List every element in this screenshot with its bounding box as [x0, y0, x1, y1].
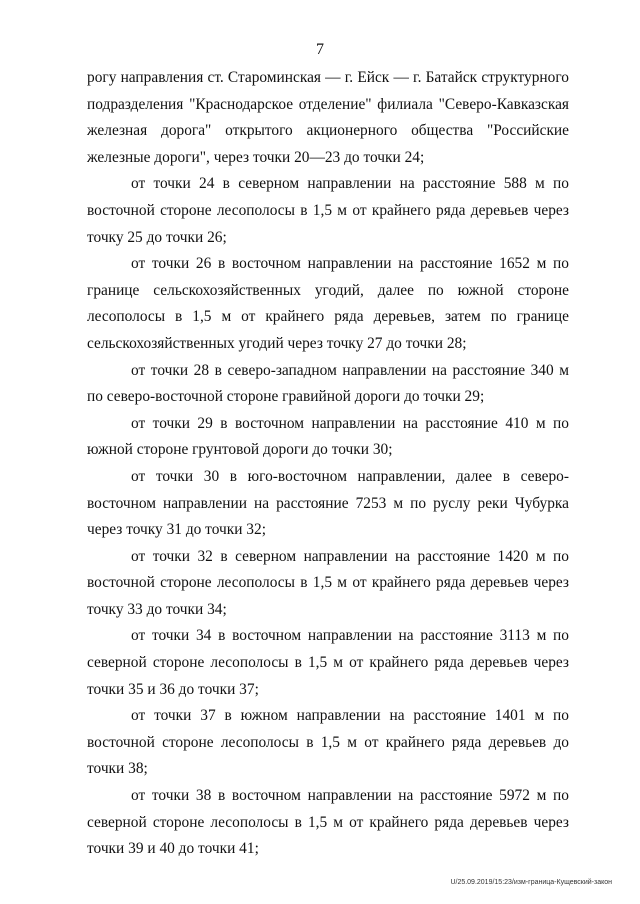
paragraph: от точки 28 в северо-западном направлении на расстояние 340 м по северо-восточной стороне гравийной дороги до точки 29; [87, 361, 569, 406]
paragraph: от точки 24 в северном направлении на расстояние 588 м по восточной стороне лесополосы в 1,5 м от крайнего ряда деревьев через точку 25 до точки 26; [87, 175, 569, 246]
paragraph: от точки 29 в восточном направлении на расстояние 410 м по южной стороне грунтовой дороги до точки 30; [87, 414, 569, 459]
paragraph: от точки 37 в южном направлении на расстояние 1401 м по восточной стороне лесополосы в 1,5 м от крайнего ряда деревьев до точки 38; [87, 707, 569, 778]
paragraph: от точки 38 в восточном направлении на расстояние 5972 м по северной стороне лесополосы в 1,5 м от крайнего ряда деревьев через точки 39 и 40 до точки 41; [87, 787, 569, 858]
document-footer-code: U/25.09.2019/15:23/изм-граница-Кущевский-закон [450, 879, 612, 886]
paragraph: рогу направления ст. Староминская — г. Ейск — г. Батайск структурного подразделения "Краснодарское отделение" филиала "Северо-Кавказская железная дорога" открытого акционерного общества "Российские железные дороги", через точки 20—23 до точки 24; [87, 69, 569, 166]
paragraph: от точки 30 в юго-восточном направлении, далее в северо-восточном направлении на расстояние 7253 м по руслу реки Чубурка через точку 31 до точки 32; [87, 467, 569, 539]
page-number: 7 [316, 41, 324, 58]
document-body [87, 65, 569, 863]
paragraph: от точки 32 в северном направлении на расстояние 1420 м по восточной стороне лесополосы в 1,5 м от крайнего ряда деревьев через точку 33 до точки 34; [87, 547, 569, 618]
paragraph: от точки 34 в восточном направлении на расстояние 3113 м по северной стороне лесополосы в 1,5 м от крайнего ряда деревьев через точки 35 и 36 до точки 37; [87, 627, 569, 698]
paragraph: от точки 26 в восточном направлении на расстояние 1652 м по границе сельскохозяйственных угодий, далее по южной стороне лесополосы в 1,5 м от крайнего ряда деревьев, затем по границе сельскохозяйственных угодий через точку 27 до точки 28; [87, 255, 569, 352]
